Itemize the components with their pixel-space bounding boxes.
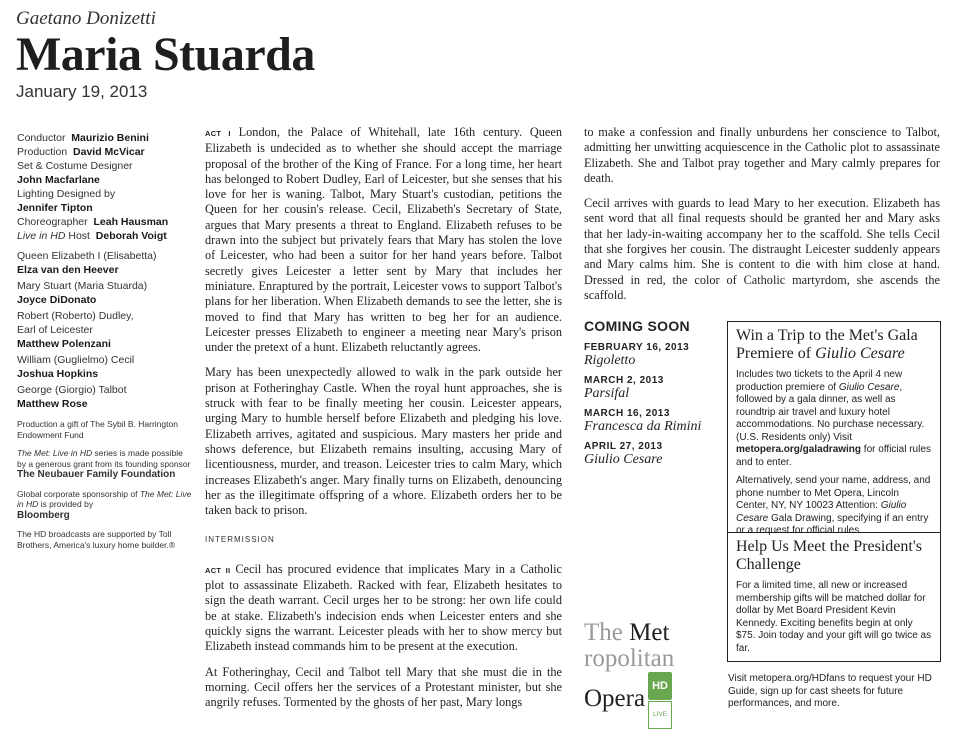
cast-credits	[17, 249, 192, 411]
act2-paragraph-2: At Fotheringhay, Cecil and Talbot tell Mary that she must die in the morning. Cecil offers her the services of a Protestant minister, but she angrily refuses. Tormented by the ghosts of her past, Mary longs	[205, 664, 562, 710]
coming-date: APRIL 27, 2013	[584, 441, 663, 452]
challenge-heading: Help Us Meet the President's Challenge	[736, 538, 922, 573]
act1-paragraph-1: ACT I London, the Palace of Whitehall, late 16th century. Queen Elizabeth is undecided as to whether she should accept the marriage proposal of the brother of the King of France. For a long time, her heart has belonged to Robert Dudley, Earl of Leicester, but she senses that his love for her is waning. Talbot, Mary Stuart's custodian, petitions the Queen for her cousin's release. Cecil, Elizabeth's Secretary of State, argues that Mary presents a threat to England. Elizabeth refuses to be drawn into the subject but privately fears that Mary has stolen the love of Leicester, who had been a suitor for her hand years before. Talbot secretly gives Leicester a letter sent by Mary that includes her miniature. Enraptured by the portrait, Leicester vows to support Talbot's plans for her liberation. When Elizabeth demands to see the letter, she is moved to find that Mary has written to beg her for an audience. Leicester presses Elizabeth to engineer a meeting near Mary's prison under the pretext of a hunt. Elizabeth reluctantly agrees.	[205, 125, 562, 355]
hd-live-badge: HD LIVE	[648, 672, 672, 729]
cast-elizabeth: Queen Elizabeth I (Elisabetta) Elza van den Heever	[17, 250, 157, 276]
coming-item	[584, 408, 724, 435]
coming-title: Giulio Cesare	[584, 452, 663, 467]
coming-soon-section	[584, 318, 724, 474]
coming-date: FEBRUARY 16, 2013	[584, 342, 690, 353]
act2-paragraph-1: ACT II Cecil has procured evidence that implicates Mary in a Catholic plot to assassinate Elizabeth. Racked with fear, Elizabeth hesitates to sign the death warrant. Cecil urges her to be strong: her own life could be at stake. Elizabeth's indecision ends when Leicester enters and she quickly signs the warrant. Leicester pleads with her to show mercy but Elizabeth instead commands him to be present at the execution.	[205, 561, 562, 654]
coming-item	[584, 441, 724, 468]
col3-paragraph-2: Cecil arrives with guards to lead Mary to her execution. Elizabeth has sent word that all final requests should be granted her and Mary asks that her lady-in-waiting accompany her to the scaffold. She tells Cecil that she forgives her cousin. The distraught Leicester suddenly appears and Mary calms him. She is content to die with him close at hand. Dressed in red, the color of Catholic martyrdom, she ascends the scaffold.	[584, 196, 940, 302]
visit-hdfans-text: Visit metopera.org/HDfans to request your HD Guide, sign up for cast sheets for future performances, and more.	[728, 673, 932, 709]
global-sponsor-note: Global corporate sponsorship of The Met: Live in HD is provided by Bloomberg	[17, 488, 192, 521]
gala-heading: Win a Trip to the Met's Gala Premiere of Giulio Cesare	[736, 327, 918, 362]
page-header	[16, 8, 315, 102]
synopsis-column-1	[205, 125, 562, 720]
coming-item	[584, 375, 724, 402]
met-opera-logo: The Met ropolitan Opera HD LIVE	[584, 620, 704, 729]
production-gift-note: Production a gift of The Sybil B. Harrington Endowment Fund	[17, 419, 178, 440]
credit-production: Production David McVicar	[17, 146, 145, 158]
gala-alternative: Alternatively, send your name, address, and phone number to Met Opera, Lincoln Center, NY, NY 10023 Attention: Giulio Cesare Gala Drawing, specifying if an entry or a request for official rules.	[736, 475, 931, 536]
crew-credits	[17, 131, 192, 243]
cast-leicester: Robert (Roberto) Dudley, Earl of Leicester Matthew Polenzani	[17, 310, 134, 350]
credits-column	[17, 131, 192, 550]
performance-date: January 19, 2013	[16, 82, 148, 101]
cast-talbot: George (Giorgio) Talbot Matthew Rose	[17, 384, 127, 410]
credit-conductor: Conductor Maurizio Benini	[17, 132, 149, 144]
opera-title: Maria Stuarda	[16, 28, 315, 81]
synopsis-column-2	[584, 125, 940, 313]
credit-set-costume: Set & Costume Designer John Macfarlane	[17, 160, 133, 186]
credit-lighting: Lighting Designed by Jennifer Tipton	[17, 188, 116, 214]
gala-details: Includes two tickets to the April 4 new production premiere of Giulio Cesare, followed by a gala dinner, as well as roundtrip air travel and luxury hotel accommodations. No purchase necessary. (U.S. Residents only) Visit metopera.org/galadrawing for official rules and to enter.	[736, 369, 931, 468]
coming-item	[584, 342, 724, 369]
credit-host: Live in HD Host Deborah Voigt	[17, 230, 167, 242]
coming-soon-heading: COMING SOON	[584, 318, 690, 334]
series-sponsor-note: The Met: Live in HD series is made possible by a generous grant from its founding sponsor The Neubauer Family Foundation	[17, 448, 191, 480]
cast-mary: Mary Stuart (Maria Stuarda) Joyce DiDonato	[17, 280, 148, 306]
gala-link[interactable]: metopera.org/galadrawing	[736, 444, 862, 455]
act1-paragraph-2: Mary has been unexpectedly allowed to walk in the park outside her prison at Fotheringhay Castle. When the royal hunt approaches, she is struck with fear to be finally meeting her cousin. Leicester appears, urging Mary to humble herself before Elizabeth and pledging his love. Elizabeth arrives, agitated and suspicious. Mary masters her pride and shows deference, but Elizabeth remains insulting, accusing Mary of licentiousness, murder, and treason. Leicester tries to calm Mary, which increases Elizabeth's anger. Mary finally turns on Elizabeth, denouncing her as the illegitimate offspring of a whore. Elizabeth orders her to be taken back to prison.	[205, 365, 562, 518]
coming-date: MARCH 2, 2013	[584, 375, 664, 386]
act2-label: ACT II	[205, 565, 231, 575]
cast-cecil: William (Guglielmo) Cecil Joshua Hopkins	[17, 354, 135, 380]
presidents-challenge-box	[727, 532, 941, 662]
act1-label: ACT I	[205, 129, 231, 138]
coming-title: Francesca da Rimini	[584, 419, 702, 434]
credit-choreographer: Choreographer Leah Hausman	[17, 216, 169, 228]
intermission-label: INTERMISSION	[205, 535, 275, 545]
col3-paragraph-1: to make a confession and finally unburdens her conscience to Talbot, admitting her unwitting acquiescence in the Catholic plot to assassinate Elizabeth. She and Talbot pray together and Mary calmly prepares for death.	[584, 125, 940, 185]
coming-title: Rigoletto	[584, 353, 636, 368]
composer-name: Gaetano Donizetti	[16, 8, 156, 29]
broadcast-note: The HD broadcasts are supported by Toll Brothers, America's luxury home builder.®	[17, 529, 176, 550]
coming-date: MARCH 16, 2013	[584, 408, 670, 419]
challenge-body: For a limited time, all new or increased membership gifts will be matched dollar for dollar by Met Board President Kevin Kennedy. Exciting benefits begin at only $75. Join today and your gift will go twice as far.	[736, 580, 932, 654]
coming-title: Parsifal	[584, 386, 630, 401]
gala-contest-box	[727, 321, 941, 536]
